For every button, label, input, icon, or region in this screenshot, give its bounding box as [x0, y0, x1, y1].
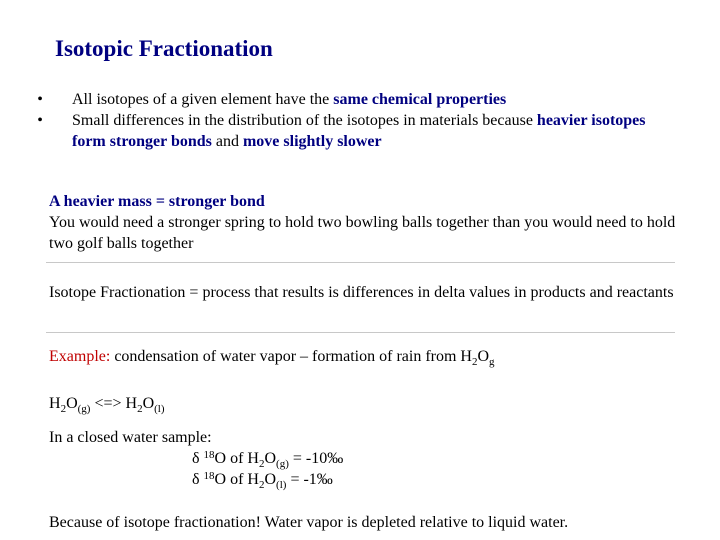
superscript: 18 — [203, 449, 215, 461]
bullet-emphasis: same chemical properties — [333, 91, 507, 108]
subscript: (g) — [276, 458, 289, 470]
definition: Isotope Fractionation = process that results is differences in delta values in products and reactants — [49, 284, 674, 301]
subscript: 2 — [471, 356, 478, 368]
eq-part: H — [49, 395, 61, 412]
subscript: (g) — [77, 403, 91, 415]
subscript: (l) — [154, 403, 165, 415]
subscript: g — [489, 356, 495, 368]
delta-liquid-line — [49, 469, 699, 490]
mass-explanation: You would need a stronger spring to hold two bowling balls together than you would need to hold two golf balls together — [49, 214, 676, 252]
slide-title: Isotopic Fractionation — [55, 36, 273, 61]
bullet-emphasis: move slightly slower — [242, 133, 382, 150]
bullet-icon: • — [37, 112, 43, 129]
mass-heading: A heavier mass = stronger bond — [49, 193, 265, 210]
eq-arrow: <=> H — [90, 395, 138, 412]
equilibrium-equation — [49, 393, 699, 414]
divider — [46, 332, 675, 333]
eq-part: O — [66, 395, 78, 412]
delta-value: = -1‰ — [286, 471, 333, 488]
bullet-item-same-properties — [30, 89, 680, 110]
mass-block — [49, 191, 699, 254]
closed-sample-heading: In a closed water sample: — [49, 429, 212, 446]
example-text: condensation of water vapor – formation of rain from H — [110, 348, 472, 365]
delta-text: O — [264, 450, 277, 467]
superscript: 18 — [203, 470, 215, 482]
example-oxygen: O — [477, 348, 490, 365]
bullet-list — [30, 89, 680, 152]
conclusion: Because of isotope fractionation! Water vapor is depleted relative to liquid water. — [49, 514, 569, 531]
bullet-item-distribution — [30, 110, 680, 152]
delta-text: O — [264, 471, 277, 488]
delta-text: O of H — [214, 450, 259, 467]
delta-symbol: δ — [192, 450, 204, 467]
example — [49, 346, 699, 367]
divider — [46, 262, 675, 263]
bullet-emphasis: heavier isotopes form stronger bonds — [72, 112, 646, 150]
bullet-text: Small differences in the distribution of the isotopes in materials because — [72, 112, 537, 129]
eq-part: O — [142, 395, 155, 412]
delta-symbol: δ — [192, 471, 204, 488]
bullet-text: All isotopes of a given element have the — [72, 91, 334, 108]
delta-value: = -10‰ — [288, 450, 344, 467]
example-label: Example: — [49, 348, 111, 365]
subscript: 2 — [258, 479, 265, 491]
bullet-text: and — [211, 133, 243, 150]
closed-sample — [49, 427, 699, 490]
subscript: 2 — [60, 403, 67, 415]
subscript: 2 — [258, 458, 265, 470]
bullet-icon: • — [37, 91, 43, 108]
delta-text: O of H — [214, 471, 259, 488]
delta-gas-line — [49, 448, 699, 469]
subscript: 2 — [137, 403, 143, 415]
subscript: (l) — [276, 479, 287, 491]
